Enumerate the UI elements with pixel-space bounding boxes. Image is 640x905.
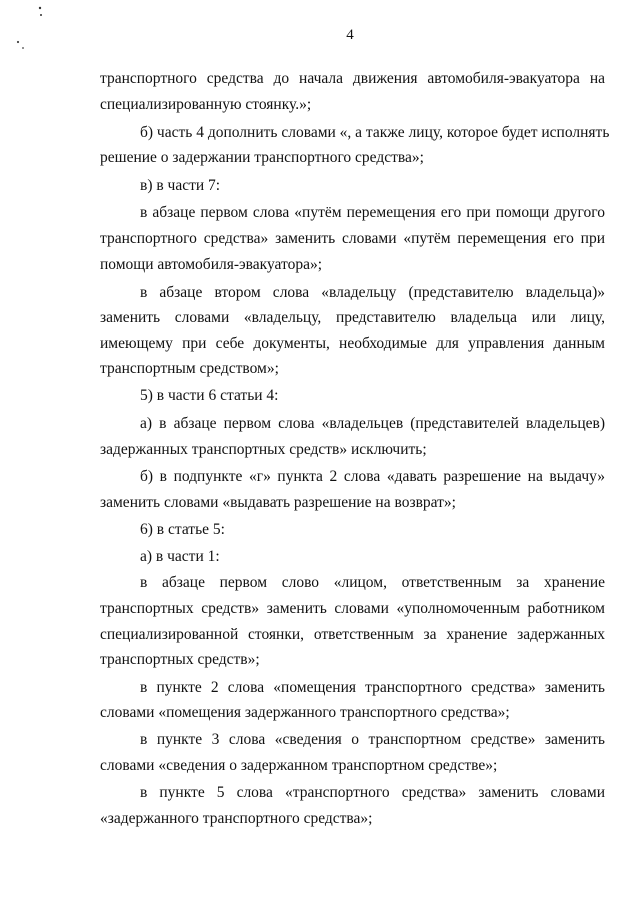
text-line: в пункте 5 слова «транспортного средства» заменить словами — [140, 784, 605, 801]
text-line: задержанных транспортных средств» исключить; — [100, 441, 427, 458]
text-line: специализированную стоянку.»; — [100, 96, 312, 113]
text-line: 5) в части 6 статьи 4: — [140, 387, 279, 404]
text-line: заменить словами «выдавать разрешение на возврат»; — [100, 494, 456, 511]
text-line: транспортного средства» заменить словами «путём перемещения его при — [100, 230, 605, 247]
text-line: в абзаце первом слово «лицом, ответственным за хранение — [140, 574, 605, 591]
scan-artifacts — [0, 0, 60, 905]
scan-dot — [22, 47, 24, 49]
text-line: транспортных средств»; — [100, 651, 260, 668]
text-line: транспортного средства до начала движения автомобиля-эвакуатора на — [100, 70, 605, 87]
scan-dot — [39, 7, 41, 9]
text-line: решение о задержании транспортного средства»; — [100, 149, 424, 166]
text-line: в абзаце первом слова «путём перемещения его при помощи другого — [140, 204, 605, 221]
text-line: имеющему при себе документы, необходимые для управления данным — [100, 335, 605, 352]
text-line: 6) в статье 5: — [140, 521, 225, 538]
text-line: б) в подпункте «г» пункта 2 слова «давать разрешение на выдачу» — [140, 468, 605, 485]
text-line: словами «сведения о задержанном транспортном средстве»; — [100, 757, 498, 774]
text-line: специализированной стоянки, ответственным за хранение задержанных — [100, 626, 605, 643]
text-line: помощи автомобиля-эвакуатора»; — [100, 256, 323, 273]
page-number: 4 — [346, 27, 354, 43]
text-line: а) в части 1: — [140, 548, 220, 565]
text-line: заменить словами «владельцу, представителю владельца или лицу, — [100, 309, 605, 326]
text-line: транспортным средством»; — [100, 360, 279, 377]
text-line: в пункте 3 слова «сведения о транспортном средстве» заменить — [140, 731, 605, 748]
text-line: «задержанного транспортного средства»; — [100, 810, 373, 827]
text-line: а) в абзаце первом слова «владельцев (представителей владельцев) — [140, 415, 605, 432]
text-line: транспортных средств» заменить словами «уполномоченным работником — [100, 600, 605, 617]
text-line: в пункте 2 слова «помещения транспортного средства» заменить — [140, 679, 605, 696]
scan-dot — [40, 14, 42, 16]
text-line: словами «помещения задержанного транспортного средства»; — [100, 704, 510, 721]
text-line: в) в части 7: — [140, 177, 221, 194]
text-line: б) часть 4 дополнить словами «, а также лицу, которое будет исполнять — [140, 124, 610, 141]
text-line: в абзаце втором слова «владельцу (представителю владельца)» — [140, 284, 605, 301]
